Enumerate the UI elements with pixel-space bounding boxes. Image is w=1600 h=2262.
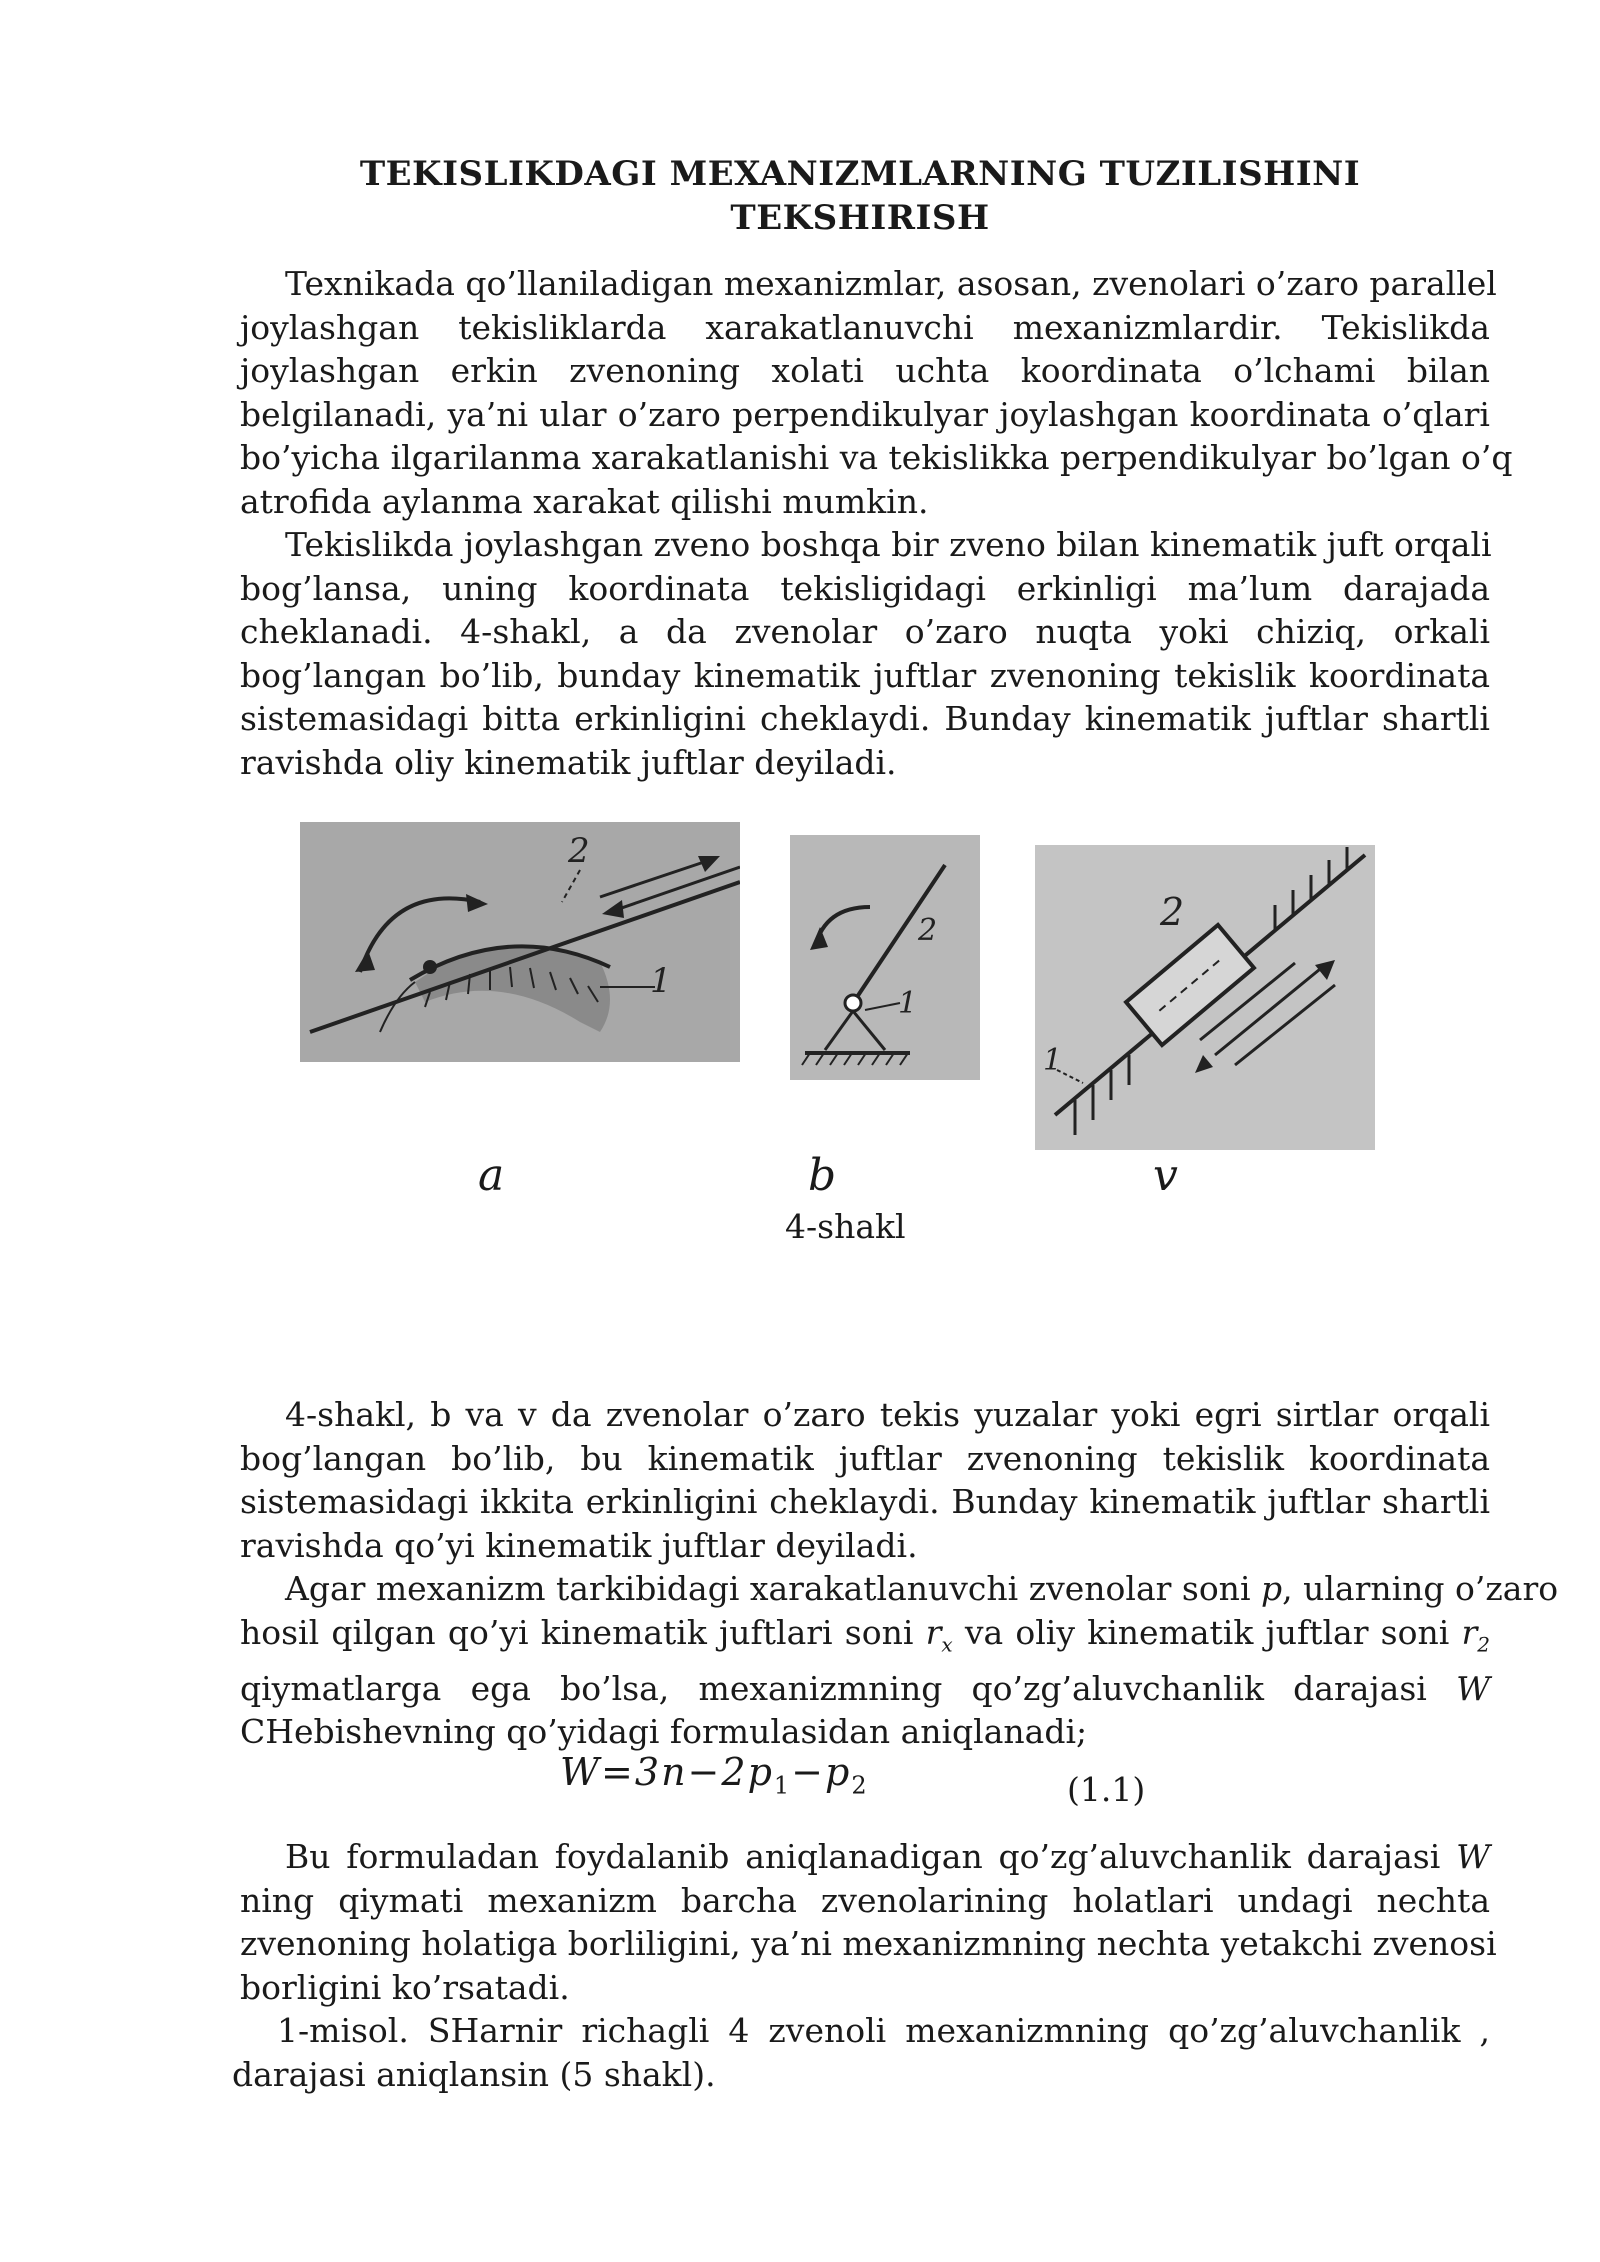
p3-line: ravishda qo’yi kinematik juftlar deyiladi. bbox=[240, 1525, 918, 1565]
figure-a-higher-pair bbox=[300, 822, 740, 1062]
figure-b-revolute-pair bbox=[790, 835, 980, 1080]
figure-label-b: b bbox=[808, 1150, 837, 1201]
p5-line bbox=[240, 1835, 1490, 1879]
equation-number: (1.1) bbox=[1067, 1770, 1146, 1809]
var-w: W bbox=[1456, 1668, 1490, 1708]
fig-v-guide-label: 1 bbox=[1043, 1043, 1063, 1078]
paragraph-4 bbox=[240, 1567, 1559, 1754]
p4-line bbox=[240, 1667, 1490, 1711]
fig-a-link-label: 2 bbox=[568, 831, 590, 871]
p4-text: , ularning o’zaro bbox=[1282, 1569, 1559, 1608]
figure-label-a: a bbox=[478, 1150, 505, 1201]
p5-text: Bu formuladan foydalanib aniqlanadigan qo’zg’aluvchanlik darajasi bbox=[285, 1837, 1457, 1876]
p3-line: sistemasidagi ikkita erkinligini cheklaydi. Bunday kinematik juftlar shartli bbox=[240, 1482, 1490, 1521]
var-sub-2: 2 bbox=[1477, 1632, 1491, 1657]
p4-line: CHebishevning qo’yidagi formulasidan aniqlanadi; bbox=[240, 1712, 1088, 1752]
fig-v-slider-label: 2 bbox=[1160, 890, 1185, 934]
formula-lhs: W=3n−2p bbox=[560, 1750, 774, 1794]
formula-mid: −p bbox=[791, 1750, 852, 1794]
formula-1-1 bbox=[560, 1750, 869, 1800]
formula-sub-2: 2 bbox=[851, 1771, 869, 1800]
p4-text: Agar mexanizm tarkibidagi xarakatlanuvchi zvenolar soni bbox=[285, 1569, 1261, 1608]
p2-line: Tekislikda joylashgan zveno boshqa bir zveno bilan kinematik juft orqali bbox=[285, 525, 1492, 564]
var-sub-x: x bbox=[941, 1632, 953, 1657]
p2-line: bog’langan bo’lib, bunday kinematik juftlar zvenoning tekislik koordinata bbox=[240, 655, 1490, 695]
p2-line: sistemasidagi bitta erkinligini cheklaydi. Bunday kinematik juftlar shartli bbox=[240, 699, 1490, 738]
figure-caption: 4-shakl bbox=[785, 1207, 906, 1246]
p1-line: joylashgan erkin zvenoning xolati uchta koordinata o’lchami bilan bbox=[240, 351, 1490, 390]
paragraph-6 bbox=[232, 2009, 1490, 2096]
var-r2: r bbox=[1461, 1612, 1478, 1652]
p6-line: darajasi aniqlansin (5 shakl). bbox=[232, 2054, 716, 2094]
p5-line: ning qiymati mexanizm barcha zvenolarining holatlari undagi nechta bbox=[240, 1880, 1490, 1920]
figure-label-v: v bbox=[1153, 1150, 1178, 1201]
p3-line: 4-shakl, b va v da zvenolar o’zaro tekis yuzalar yoki egri sirtlar orqali bbox=[285, 1395, 1490, 1434]
paragraph-5 bbox=[240, 1835, 1497, 2009]
var-w: W bbox=[1456, 1837, 1490, 1876]
p2-line: bog’lansa, uning koordinata tekisligidagi erkinligi ma’lum darajada bbox=[240, 568, 1490, 608]
formula-sub-1: 1 bbox=[773, 1771, 792, 1800]
p6-line: 1-misol. SHarnir richagli 4 zvenoli mexanizmning qo’zg’aluvchanlik , bbox=[277, 2011, 1490, 2050]
paragraph-3 bbox=[240, 1393, 1490, 1567]
p4-text: qiymatlarga ega bo’lsa, mexanizmning qo’zg’aluvchanlik darajasi bbox=[240, 1668, 1457, 1708]
p4-line bbox=[240, 1567, 1559, 1611]
p1-line: bo’yicha ilgarilanma xarakatlanishi va tekislikka perpendikulyar bo’lgan o’q bbox=[240, 438, 1513, 477]
p1-line: Texnikada qo’llaniladigan mexanizmlar, asosan, zvenolari o’zaro parallel bbox=[285, 264, 1497, 303]
p1-line: joylashgan tekisliklarda xarakatlanuvchi mexanizmlardir. Tekislikda bbox=[240, 307, 1490, 347]
title-line-2: TEKSHIRISH bbox=[730, 198, 990, 238]
fig-a-base-label: 1 bbox=[650, 961, 672, 1001]
p4-line bbox=[240, 1611, 1490, 1667]
p2-line: cheklanadi. 4-shakl, a da zvenolar o’zaro nuqta yoki chiziq, orkali bbox=[240, 612, 1490, 651]
p4-text: va oliy kinematik juftlar soni bbox=[952, 1612, 1462, 1652]
fig-b-link-label: 2 bbox=[918, 913, 938, 948]
p4-text: hosil qilgan qo’yi kinematik juftlari soni bbox=[240, 1612, 926, 1652]
paragraph-1 bbox=[240, 262, 1513, 523]
var-r: r bbox=[925, 1612, 942, 1652]
p1-line: belgilanadi, ya’ni ular o’zaro perpendikulyar joylashgan koordinata o’qlari bbox=[240, 394, 1490, 434]
fig-b-base-label: 1 bbox=[898, 986, 918, 1021]
figure-v-prismatic-pair bbox=[1035, 845, 1375, 1150]
title-line-1: TEKISLIKDAGI MEXANIZMLARNING TUZILISHINI bbox=[359, 154, 1361, 194]
p1-line: atrofida aylanma xarakat qilishi mumkin. bbox=[240, 481, 929, 521]
p2-line: ravishda oliy kinematik juftlar deyiladi. bbox=[240, 742, 897, 782]
p5-line: zvenoning holatiga borliligini, ya’ni mexanizmning nechta yetakchi zvenosi bbox=[240, 1924, 1497, 1963]
p5-line: borligini ko’rsatadi. bbox=[240, 1967, 570, 2007]
paragraph-2 bbox=[240, 523, 1490, 784]
p3-line: bog’langan bo’lib, bu kinematik juftlar zvenoning tekislik koordinata bbox=[240, 1438, 1490, 1478]
var-p: p bbox=[1260, 1569, 1283, 1608]
